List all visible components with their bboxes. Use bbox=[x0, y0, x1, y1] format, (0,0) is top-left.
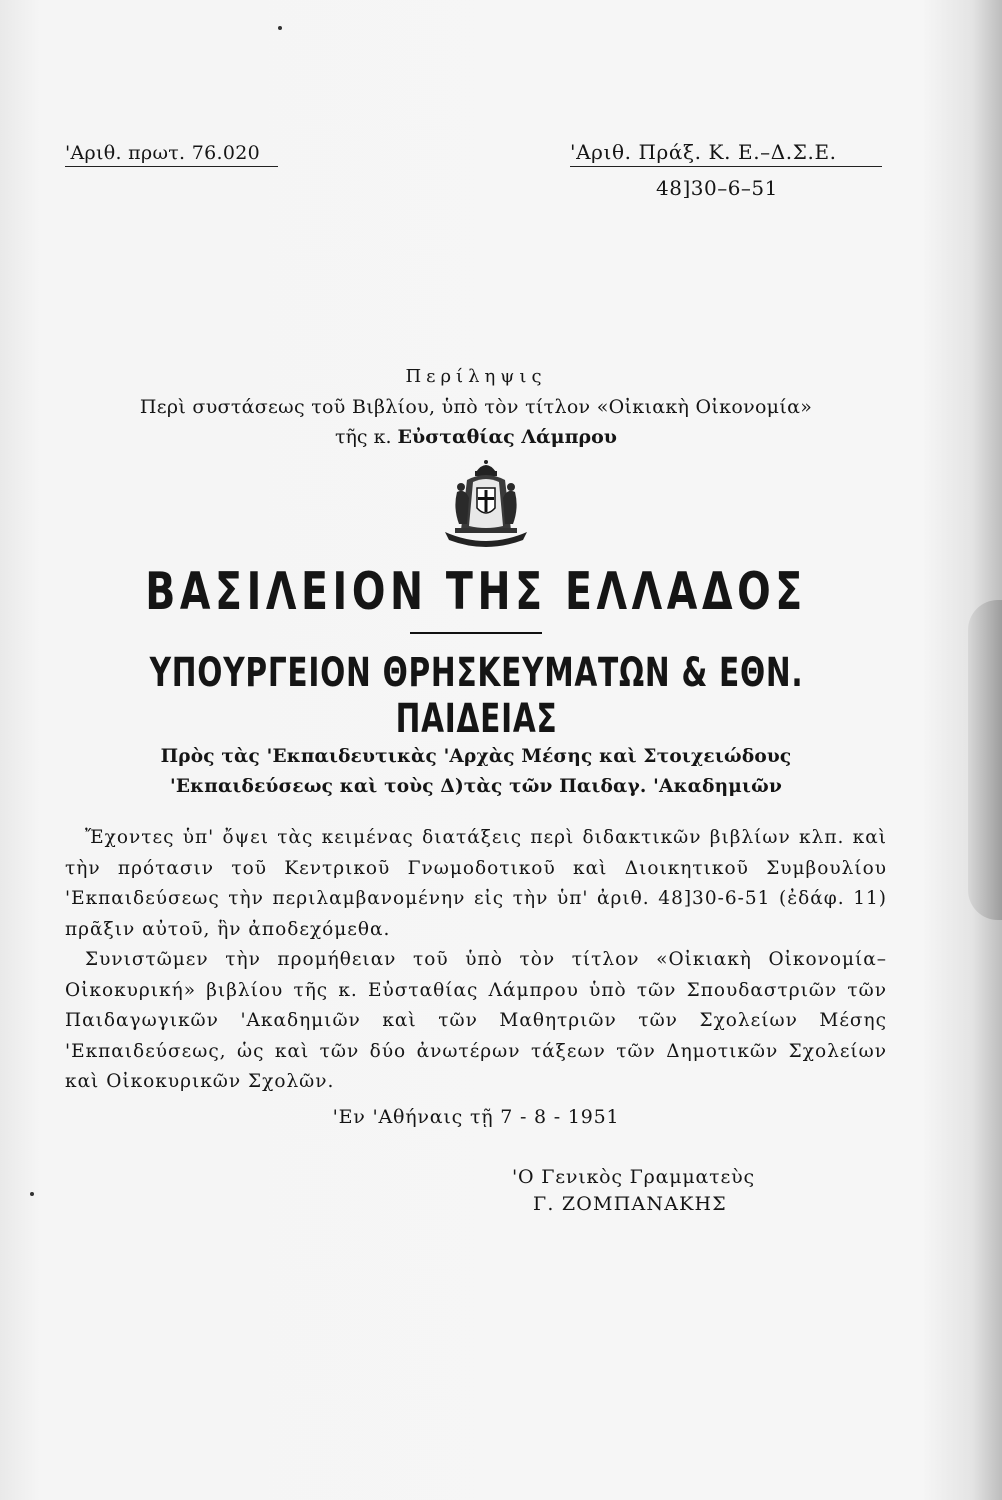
protocol-number: 'Αριθ. πρωτ. 76.020 bbox=[65, 142, 278, 167]
summary-author-line bbox=[0, 426, 952, 448]
signatory-name: Γ. ΖΟΜΠΑΝΑΚΗΣ bbox=[533, 1193, 727, 1215]
summary-author-prefix: τῆς κ. bbox=[335, 426, 398, 448]
page-edge-tab bbox=[968, 600, 1002, 920]
royal-coat-of-arms-icon bbox=[427, 458, 545, 548]
print-speck bbox=[278, 26, 282, 30]
recipients-line: Πρὸς τὰς 'Εκπαιδευτικὰς 'Αρχὰς Μέσης καὶ Στοιχειώδους bbox=[160, 746, 792, 767]
summary-line: Περὶ συστάσεως τοῦ Βιβλίου, ὑπὸ τὸν τίτλον «Οἰκιακὴ Οἰκονομία» bbox=[139, 396, 813, 418]
issue-date: 'Εν 'Αθήναις τῇ 7 - 8 - 1951 bbox=[332, 1106, 620, 1128]
ministry-title: ΥΠΟΥΡΓΕΙΟΝ ΘΡΗΣΚΕΥΜΑΤΩΝ & ΕΘΝ. ΠΑΙΔΕΙΑΣ bbox=[149, 650, 804, 742]
print-speck bbox=[30, 1192, 34, 1196]
summary-heading: Περίληψις bbox=[405, 366, 547, 387]
body-text bbox=[65, 823, 887, 1098]
recipients-block bbox=[0, 742, 952, 802]
kingdom-title: ΒΑΣΙΛΕΙΟΝ ΤΗΣ ΕΛΛΑΔΟΣ bbox=[145, 562, 807, 622]
act-number: 'Αριθ. Πράξ. Κ. Ε.–Δ.Σ.Ε. bbox=[570, 140, 882, 167]
recipients-line: 'Εκπαιδεύσεως καὶ τοὺς Δ)τὰς τῶν Παιδαγ. 'Ακαδημιῶν bbox=[169, 776, 783, 797]
summary-author-name: Εὐσταθίας Λάμπρου bbox=[397, 426, 617, 448]
signatory-title: 'Ο Γενικὸς Γραμματεὺς bbox=[512, 1166, 755, 1188]
act-number-date: 48]30–6–51 bbox=[656, 176, 778, 200]
body-paragraph: Συνιστῶμεν τὴν προμήθειαν τοῦ ὑπὸ τὸν τίτλον «Οἰκιακὴ Οἰκονομία–Οἰκοκυρική» βιβλίου τῆς κ. Εὐσταθίας Λάμπρου ὑπὸ τῶν Σπουδαστριῶν τῶν Παιδαγωγικῶν 'Ακαδημιῶν καὶ τῶν Μαθητριῶν τῶν Σχολείων Μέσης 'Εκπαιδεύσεως, ὡς καὶ τῶν δύο ἀνωτέρων τάξεων τῶν Δημοτικῶν Σχολείων καὶ Οἰκοκυρικῶν Σχολῶν. bbox=[65, 949, 887, 1092]
title-divider bbox=[410, 632, 542, 634]
body-paragraph: Ἔχοντες ὑπ' ὄψει τὰς κειμένας διατάξεις περὶ διδακτικῶν βιβλίων κλπ. καὶ τὴν πρότασιν τοῦ Κεντρικοῦ Γνωμοδοτικοῦ καὶ Διοικητικοῦ Συμβουλίου 'Εκπαιδεύσεως τὴν περιλαμβανομένην εἰς τὴν ὑπ' ἀριθ. 48]30-6-51 (ἐδάφ. 11) πρᾶξιν αὐτοῦ, ἣν ἀποδεχόμεθα. bbox=[65, 827, 887, 940]
